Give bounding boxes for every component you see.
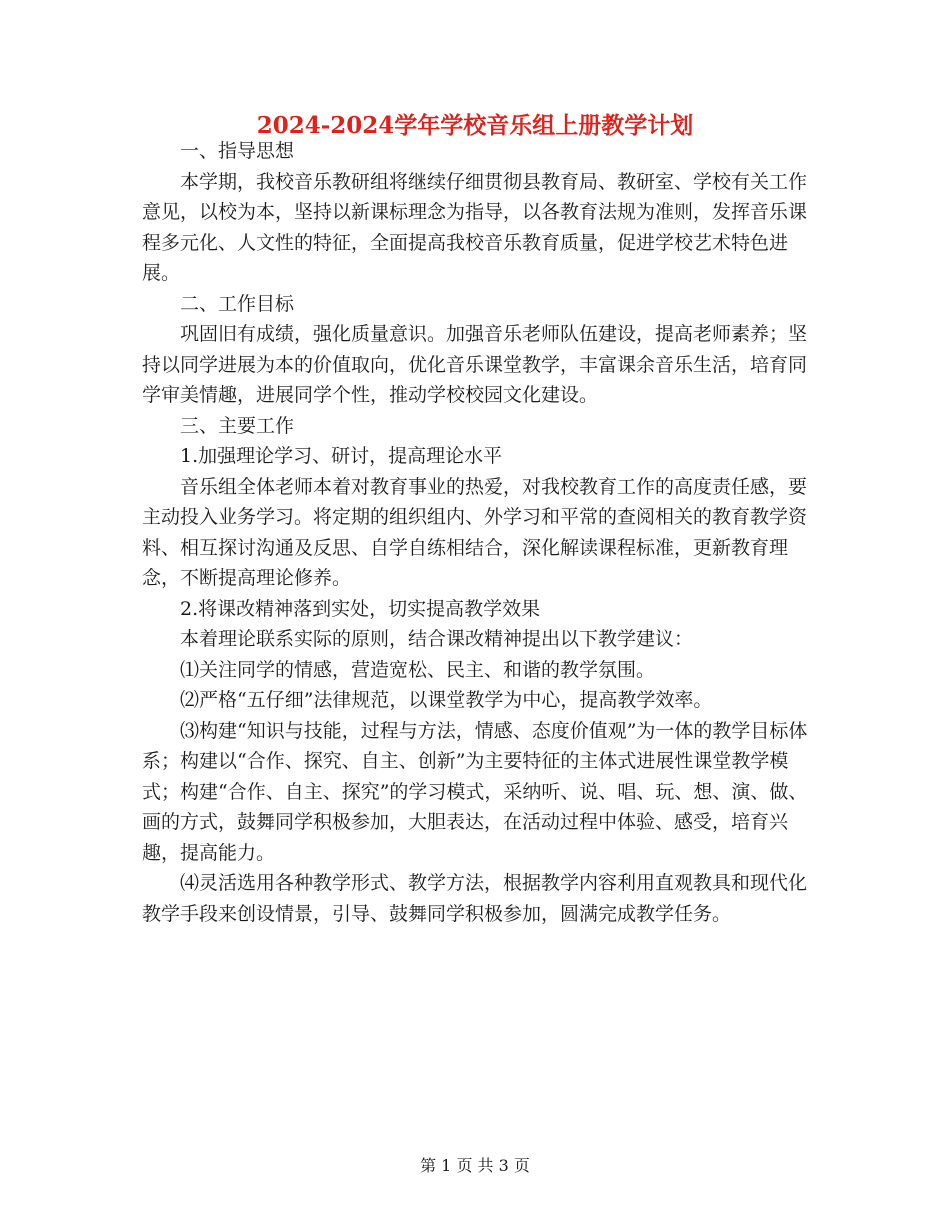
- list-item-suggestion-4: ⑷灵活选用各种教学形式、教学方法，根据教学内容利用直观教具和现代化教学手段来创设情景，引导、鼓舞同学积极参加，圆满完成教学任务。: [142, 872, 808, 925]
- paragraph-work-goals: 巩固旧有成绩，强化质量意识。加强音乐老师队伍建设，提高老师素养；坚持以同学进展为本的价值取向，优化音乐课堂教学，丰富课余音乐生活，培育同学审美情趣，进展同学个性，推动学校校园文化建设。: [142, 323, 808, 406]
- subheading-theory-study: 1.加强理论学习、研讨，提高理论水平: [180, 445, 503, 467]
- document-title: 2024-2024学年学校音乐组上册教学计划: [256, 112, 694, 139]
- section-heading-work-goals: 二、工作目标: [180, 292, 295, 315]
- paragraph-theory-study: 音乐组全体老师本着对教育事业的热爱，对我校教育工作的高度责任感，要主动投入业务学习。将定期的组织组内、外学习和平常的查阅相关的教育教学资料、相互探讨沟通及反思、自学自练相结合，深化解读课程标准，更新教育理念，不断提高理论修养。: [142, 475, 808, 589]
- document-body: [142, 136, 812, 929]
- list-item-suggestion-2: ⑵严格“五仔细”法律规范，以课堂教学为中心，提高教学效率。: [180, 689, 713, 711]
- section-heading-guiding-ideology: 一、指导思想: [180, 140, 295, 162]
- page-number-footer: 第 1 页 共 3 页: [420, 1156, 530, 1175]
- paragraph-guiding-ideology: 本学期，我校音乐教研组将继续仔细贯彻县教育局、教研室、学校有关工作意见，以校为本，坚持以新课标理念为指导，以各教育法规为准则，发挥音乐课程多元化、人文性的特征，全面提高我校音乐教育质量，促进学校艺术特色进展。: [142, 170, 808, 284]
- subheading-curriculum-reform: 2.将课改精神落到实处，切实提高教学效果: [180, 597, 541, 620]
- list-item-suggestion-1: ⑴关注同学的情感，营造宽松、民主、和谐的教学氛围。: [180, 658, 656, 681]
- section-heading-main-work: 三、主要工作: [180, 414, 295, 437]
- list-item-suggestion-3: ⑶构建“知识与技能，过程与方法，情感、态度价值观”为一体的教学目标体系；构建以“合作、探究、自主、创新”为主要特征的主体式进展性课堂教学模式；构建“合作、自主、探究”的学习模式，采纳听、说、唱、玩、想、演、做、画的方式，鼓舞同学积极参加，大胆表达，在活动过程中体验、感受，培育兴趣，提高能力。: [142, 719, 808, 864]
- paragraph-teaching-suggestions-intro: 本着理论联系实际的原则，结合课改精神提出以下教学建议：: [180, 628, 694, 650]
